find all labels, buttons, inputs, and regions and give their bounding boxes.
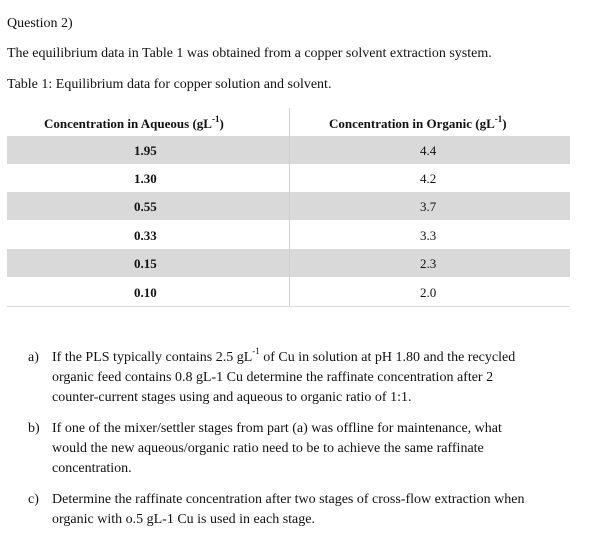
question-a-line1: If the PLS typically contains 2.5 $gL^{-1}$ of Cu in solution at pH 1.80 and the recycled <box>52 346 516 365</box>
table-bottom-rule <box>7 306 570 307</box>
question-c-line2: organic with o.5 gL-1 Cu is used in each stage. <box>52 512 315 527</box>
aqueous-value: 0.15 <box>134 256 157 271</box>
organic-value: 4.2 <box>420 171 437 186</box>
question-title: Question 2) <box>7 16 73 31</box>
question-a-label: a) <box>28 350 39 365</box>
organic-value: 2.0 <box>420 285 437 300</box>
header-organic: Concentration in Organic $(gL^{-1})$ <box>329 113 507 131</box>
question-b-text <box>52 419 572 479</box>
organic-value: 3.3 <box>420 228 437 243</box>
aqueous-value: 0.55 <box>134 199 157 214</box>
question-b-label: b) <box>28 421 40 436</box>
header-aqueous: Concentration in Aqueous $(gL^{-1})$ <box>44 113 224 131</box>
question-b-line3: concentration. <box>52 461 132 476</box>
question-a-line3: counter-current stages using and aqueous to organic ratio of 1:1. <box>52 390 412 405</box>
aqueous-value: 1.30 <box>134 171 157 186</box>
aqueous-value: 0.10 <box>134 285 157 300</box>
question-c-line1: Determine the raffinate concentration after two stages of cross-flow extraction when <box>52 492 525 507</box>
organic-value: 2.3 <box>420 256 437 271</box>
aqueous-value: 0.33 <box>134 228 157 243</box>
question-a-text <box>52 348 572 408</box>
question-c-text <box>52 490 572 530</box>
question-c-label: c) <box>28 492 39 507</box>
column-divider <box>289 108 290 306</box>
aqueous-value: 1.95 <box>134 143 157 158</box>
question-a-line2: organic feed contains 0.8 gL-1 Cu determine the raffinate concentration after 2 <box>52 370 494 385</box>
question-b-line1: If one of the mixer/settler stages from part (a) was offline for maintenance, what <box>52 421 502 436</box>
organic-value: 4.4 <box>420 143 437 158</box>
organic-value: 3.7 <box>420 199 437 214</box>
question-b-line2: would the new aqueous/organic ratio need to be to achieve the same raffinate <box>52 441 484 456</box>
table-caption: Table 1: Equilibrium data for copper solution and solvent. <box>7 77 332 92</box>
intro-text: The equilibrium data in Table 1 was obtained from a copper solvent extraction system. <box>7 46 492 61</box>
